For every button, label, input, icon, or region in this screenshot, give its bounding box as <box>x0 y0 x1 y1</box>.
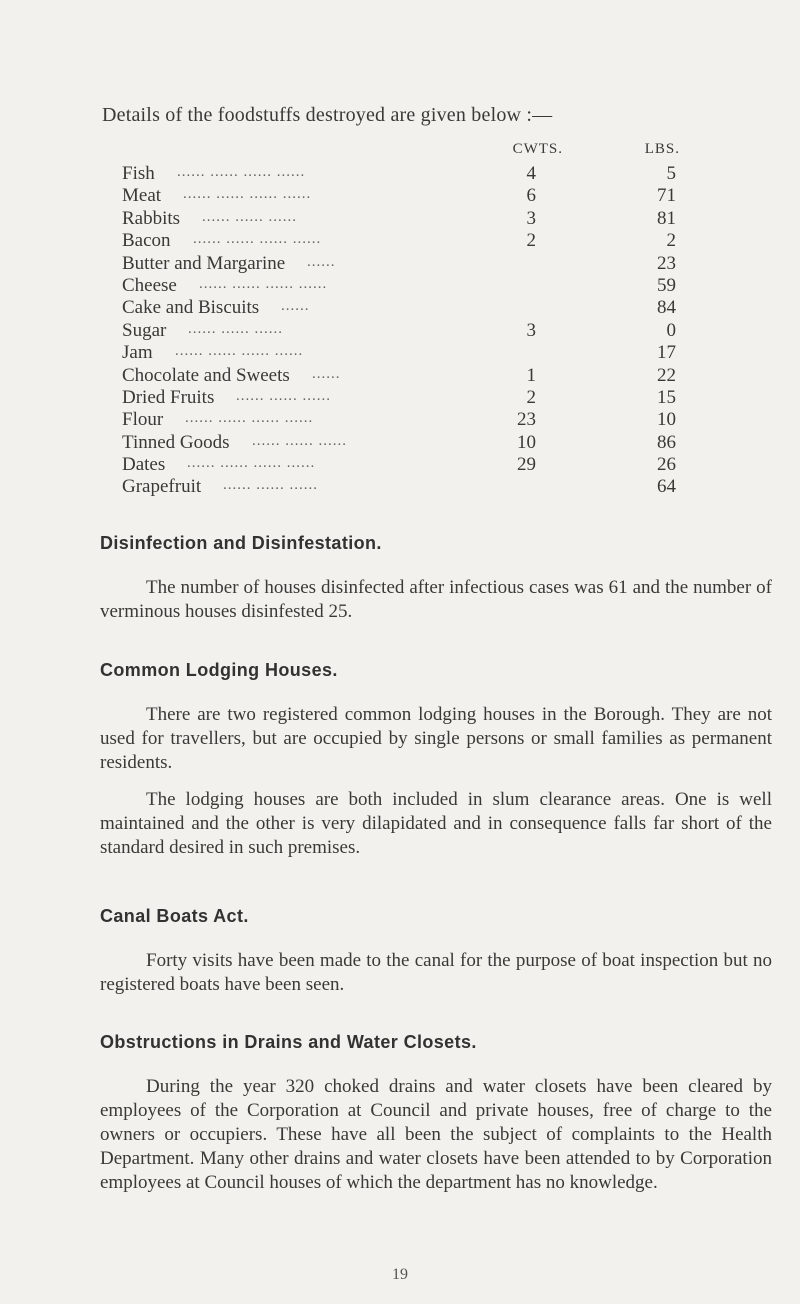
lbs-value: 10 <box>657 409 676 431</box>
table-body <box>122 163 682 499</box>
table-header <box>122 141 682 163</box>
cwts-value: 29 <box>517 454 536 476</box>
lbs-value: 17 <box>657 342 676 364</box>
cwts-value: 6 <box>526 185 536 207</box>
para-lodging-2: The lodging houses are both included in slum clearance areas. One is well maintained and the other is very dilapidated and in consequence falls far short of the standard desired in such premises. <box>100 789 772 858</box>
lbs-value: 15 <box>657 386 676 408</box>
table-row <box>122 320 682 342</box>
table-row <box>122 163 682 185</box>
dot-leader: ...... ...... ...... ...... <box>183 186 312 203</box>
dot-leader: ...... ...... ...... <box>252 432 347 449</box>
table-row <box>122 454 682 476</box>
cwts-value: 23 <box>517 409 536 431</box>
table-row <box>122 253 682 275</box>
item-name: Meat <box>122 185 162 207</box>
lbs-value: 81 <box>657 207 676 229</box>
table-row <box>122 387 682 409</box>
cwts-value: 3 <box>526 319 536 341</box>
item-name: Bacon <box>122 230 171 252</box>
dot-leader: ...... <box>307 253 336 270</box>
lbs-value: 22 <box>657 364 676 386</box>
item-name: Jam <box>122 342 153 364</box>
cwts-value: 10 <box>517 431 536 453</box>
item-name: Cake and Biscuits <box>122 297 260 319</box>
lbs-value: 5 <box>666 163 676 184</box>
heading-disinfection: Disinfection and Disinfestation. <box>100 533 382 553</box>
dot-leader: ...... ...... ...... <box>202 208 297 225</box>
dot-leader: ...... ...... ...... ...... <box>199 275 328 292</box>
lbs-value: 2 <box>666 230 676 252</box>
dot-leader: ...... ...... ...... <box>223 477 318 494</box>
item-name: Dried Fruits <box>122 386 215 408</box>
dot-leader: ...... ...... ...... ...... <box>175 343 304 360</box>
table-row <box>122 185 682 207</box>
dot-leader: ...... ...... ...... ...... <box>187 455 316 472</box>
table-row <box>122 342 682 364</box>
item-name: Chocolate and Sweets <box>122 364 290 386</box>
heading-canal: Canal Boats Act. <box>100 906 249 926</box>
para-canal: Forty visits have been made to the canal for the purpose of boat inspection but no registered boats have been seen. <box>100 950 772 995</box>
lbs-value: 71 <box>657 185 676 207</box>
table-row <box>122 230 682 252</box>
table-row <box>122 208 682 230</box>
dot-leader: ...... <box>281 298 310 315</box>
para-lodging-1: There are two registered common lodging houses in the Borough. They are not used for travellers, but are occupied by single persons or small families as permanent residents. <box>100 704 772 773</box>
page-number: 19 <box>392 1266 408 1283</box>
lbs-value: 64 <box>657 476 676 498</box>
dot-leader: ...... ...... ...... ...... <box>177 164 306 180</box>
item-name: Fish <box>122 163 155 184</box>
cwts-value: 2 <box>526 230 536 252</box>
heading-drains: Obstructions in Drains and Water Closets. <box>100 1032 477 1052</box>
item-name: Dates <box>122 454 166 476</box>
table-row <box>122 409 682 431</box>
dot-leader: ...... ...... ...... <box>188 320 283 337</box>
para-drains: During the year 320 choked drains and water closets have been cleared by employees of the Corporation at Council and private houses, free of charge to the owners or occupiers. These have all been the subject of complaints to the Health Department. Many other drains and water closets have been attended to by Corporation employees at Council houses of which the department has no knowledge. <box>100 1076 772 1193</box>
cwts-value: 3 <box>526 207 536 229</box>
item-name: Grapefruit <box>122 476 202 498</box>
lbs-value: 59 <box>657 274 676 296</box>
header-cwts: CWTS. <box>512 141 563 157</box>
cwts-value: 4 <box>526 163 536 184</box>
item-name: Tinned Goods <box>122 431 230 453</box>
heading-lodging: Common Lodging Houses. <box>100 660 338 680</box>
item-name: Sugar <box>122 319 167 341</box>
table-row <box>122 365 682 387</box>
dot-leader: ...... ...... ...... ...... <box>193 231 322 248</box>
table-row <box>122 476 682 498</box>
cwts-value: 1 <box>526 364 536 386</box>
table-row <box>122 275 682 297</box>
item-name: Cheese <box>122 274 177 296</box>
table-row <box>122 297 682 319</box>
para-disinfection: The number of houses disinfected after infectious cases was 61 and the number of verminous houses disinfested 25. <box>100 577 772 622</box>
item-name: Flour <box>122 409 164 431</box>
item-name: Butter and Margarine <box>122 252 286 274</box>
cwts-value: 2 <box>526 386 536 408</box>
lbs-value: 84 <box>657 297 676 319</box>
foodstuffs-table <box>122 141 682 499</box>
dot-leader: ...... ...... ...... ...... <box>185 410 314 427</box>
header-lbs: LBS. <box>644 141 680 157</box>
dot-leader: ...... ...... ...... <box>236 387 331 404</box>
intro-text: Details of the foodstuffs destroyed are given below :— <box>102 104 553 126</box>
lbs-value: 0 <box>666 319 676 341</box>
lbs-value: 23 <box>657 252 676 274</box>
table-row <box>122 432 682 454</box>
lbs-value: 86 <box>657 431 676 453</box>
dot-leader: ...... <box>312 365 341 382</box>
item-name: Rabbits <box>122 207 181 229</box>
lbs-value: 26 <box>657 454 676 476</box>
